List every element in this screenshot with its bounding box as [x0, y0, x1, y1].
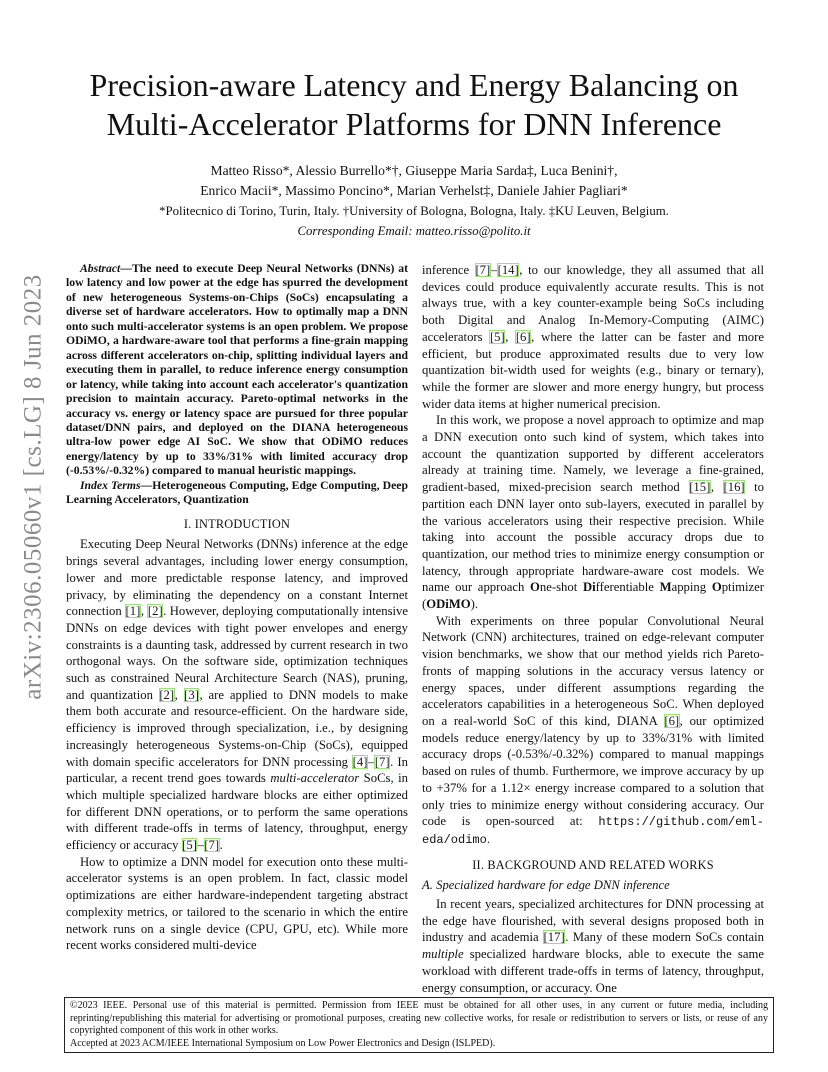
citation-link[interactable]: [6] [664, 713, 680, 728]
citation-link[interactable]: [7] [374, 754, 390, 769]
citation-link[interactable]: [7] [475, 263, 491, 277]
author-block [60, 161, 768, 241]
citation-link[interactable]: [5] [182, 838, 197, 853]
right-paragraph-3: With experiments on three popular Convolutional Neural Network (CNN) architectures, trained on edge-relevant computer vision benchmarks, we show that our method yields rich Pareto-fronts of mapping solutions in the accuracy versus latency or energy spaces, under different assumptions regarding the accelerators capabilities in a heterogeneous SoC. When deployed on a real-world SoC of this kind, DIANA [6], our optimized models reduce energy/latency by up to 33%/31% with limited accuracy drops (-0.53%/-0.32%) compared to manual mappings based on rules of thumb. Furthermore, we improve accuracy by up to +37% for a 1.12× energy increase compared to a solution that only tries to minimize energy without considering accuracy. Our code is open-sourced at: https://github.com/eml-eda/odimo. [422, 613, 764, 847]
citation-link[interactable]: [5] [489, 329, 505, 344]
code-repository-url[interactable]: https://github.com/eml-eda/odimo [422, 815, 764, 847]
index-terms-text: —Heterogeneous Computing, Edge Computing, Deep Learning Accelerators, Quantization [66, 478, 408, 507]
arxiv-sidebar-stamp [18, 274, 50, 700]
acceptance-notice: Accepted at 2023 ACM/IEEE International Symposium on Low Power Electronics and Design (ISLPED). [70, 1037, 496, 1049]
index-terms [66, 479, 408, 508]
right-paragraph-4: In recent years, specialized architectures for DNN processing at the edge have flourished, with several designs proposed both in industry and academia [17]. Many of these modern SoCs contain multiple specialized hardware blocks, able to execute the same workload with different trade-offs in terms of latency, throughput, energy consumption, or accuracy. One [422, 897, 764, 995]
copyright-footer-box [64, 997, 774, 1053]
citation-link[interactable]: [16] [723, 480, 745, 495]
abstract [66, 262, 408, 479]
author-line-2: Enrico Macii*, Massimo Poncino*, Marian Verhelst‡, Daniele Jahier Pagliari* [200, 183, 628, 198]
intro-paragraph-1: Executing Deep Neural Networks (DNNs) inference at the edge brings several advantages, including lower energy consumption, lower and more predictable response latency, and improved privacy, by eliminating the dependency on a constant Internet connection [1], [2]. However, deploying computationally intensive DNNs on edge devices with tight power envelopes and energy constraints is a daunting task, addressed by current research in two orthogonal ways. On the software side, optimization techniques such as constrained Neural Architecture Search (NAS), pruning, and quantization [2], [3], are applied to DNN models to make them both accurate and resource-efficient. On the hardware side, efficiency is improved through specialization, i.e., by designing increasingly heterogeneous Systems-on-Chip (SoCs), equipped with domain specific accelerators for DNN processing [4]–[7]. In particular, a recent trend goes towards multi-accelerator SoCs, in which multiple specialized hardware blocks are either optimized for different DNN operations, or to perform the same operations with different trade-offs in terms of latency, throughput, energy efficiency or accuracy [5]–[7]. [66, 537, 409, 853]
left-column [66, 262, 408, 954]
index-terms-label: Index Terms [80, 478, 141, 492]
right-paragraph-2: In this work, we propose a novel approach to optimize and map a DNN execution onto such kind of system, which takes into account the quantization supported by different accelerators already at training time. Namely, we leverage a fine-grained, gradient-based, mixed-precision search method [15], [16] to partition each DNN layer onto sub-layers, executed in parallel by the various accelerators using their respective precision. While taking into account the possible accuracy drops due to quantization, our method tries to minimize energy consumption or latency, through appropriate hardware-aware cost models. We name our approach One-shot Differentiable Mapping Optimizer (ODiMO). [422, 413, 764, 612]
citation-link[interactable]: [2] [159, 687, 175, 702]
citation-link[interactable]: [3] [184, 687, 199, 702]
abstract-text: —The need to execute Deep Neural Networks (DNNs) at low latency and low power at the edge has spurred the development of new heterogeneous Systems-on-Chips (SoCs) encapsulating a diverse set of hardware accelerators. How to optimally map a DNN onto such multi-accelerator systems is an open problem. We propose ODiMO, a hardware-aware tool that performs a fine-grain mapping across different accelerators on-chip, splitting individual layers and executing them in parallel, to reduce inference energy consumption or latency, while taking into account each accelerator's quantization precision to maintain accuracy. Pareto-optimal networks in the accuracy vs. energy or latency space are pursued for three popular dataset/DNN pairs, and deployed on the DIANA heterogeneous ultra-low power edge AI SoC. We show that ODiMO reduces energy/latency by up to 33%/31% with limited accuracy drop (-0.53%/-0.32%) compared to manual heuristic mappings. [66, 262, 408, 478]
subsection-heading-a: A. Specialized hardware for edge DNN inference [422, 878, 670, 893]
section-heading-background: II. BACKGROUND AND RELATED WORKS [472, 857, 714, 872]
citation-link[interactable]: [14] [497, 263, 519, 277]
corresponding-email: Corresponding Email: matteo.risso@polito.it [297, 224, 531, 238]
right-paragraph-1: inference [7]–[14], to our knowledge, they all assumed that all devices could produce equivalently accurate results. This is not always true, with a key counter-example being SoCs including both Digital and Analog In-Memory-Computing (AIMC) accelerators [5], [6], where the latter can be faster and more efficient, but produce approximated results due to very low quantization bit-width used for weights (e.g., binary or ternary), while the former are slower and more energy hungry, but process wider data items at higher numerical precision. [422, 263, 765, 411]
paper-title: Precision-aware Latency and Energy Balancing on Multi-Accelerator Platforms for DNN Inference [89, 67, 739, 142]
right-column [422, 262, 764, 996]
citation-link[interactable]: [1] [125, 604, 141, 619]
citation-link[interactable]: [4] [352, 754, 368, 769]
citation-link[interactable]: [17] [543, 930, 565, 945]
citation-link[interactable]: [15] [689, 480, 711, 495]
copyright-notice: ©2023 IEEE. Personal use of this material is permitted. Permission from IEEE must be obtained for all other uses, in any current or future media, including reprinting/republishing this material for advertising or promotional purposes, creating new collective works, for resale or redistribution to servers or lists, or reuse of any copyrighted component of this work in other works. [70, 1000, 768, 1036]
citation-link[interactable]: [7] [204, 838, 220, 853]
arxiv-identifier: arXiv:2306.05060v1 [cs.LG] 8 Jun 2023 [20, 274, 47, 700]
intro-paragraph-2: How to optimize a DNN model for execution onto these multi-accelerator systems is an open problem. In fact, classic model optimizations are either hardware-independent targeting abstract complexity metrics, or tailored to the scenario in which the entire network runs on a single device (CPU, GPU, etc). While more recent works considered multi-device [66, 854, 408, 953]
affiliations: *Politecnico di Torino, Turin, Italy. †University of Bologna, Bologna, Italy. ‡KU Leuven, Belgium. [159, 204, 669, 218]
abstract-label: Abstract [80, 262, 121, 275]
author-line-1: Matteo Risso*, Alessio Burrello*†, Giuseppe Maria Sarda‡, Luca Benini†, [210, 163, 618, 178]
citation-link[interactable]: [6] [515, 329, 531, 344]
citation-link[interactable]: [2] [147, 604, 163, 619]
section-heading-introduction: I. INTRODUCTION [183, 516, 291, 531]
